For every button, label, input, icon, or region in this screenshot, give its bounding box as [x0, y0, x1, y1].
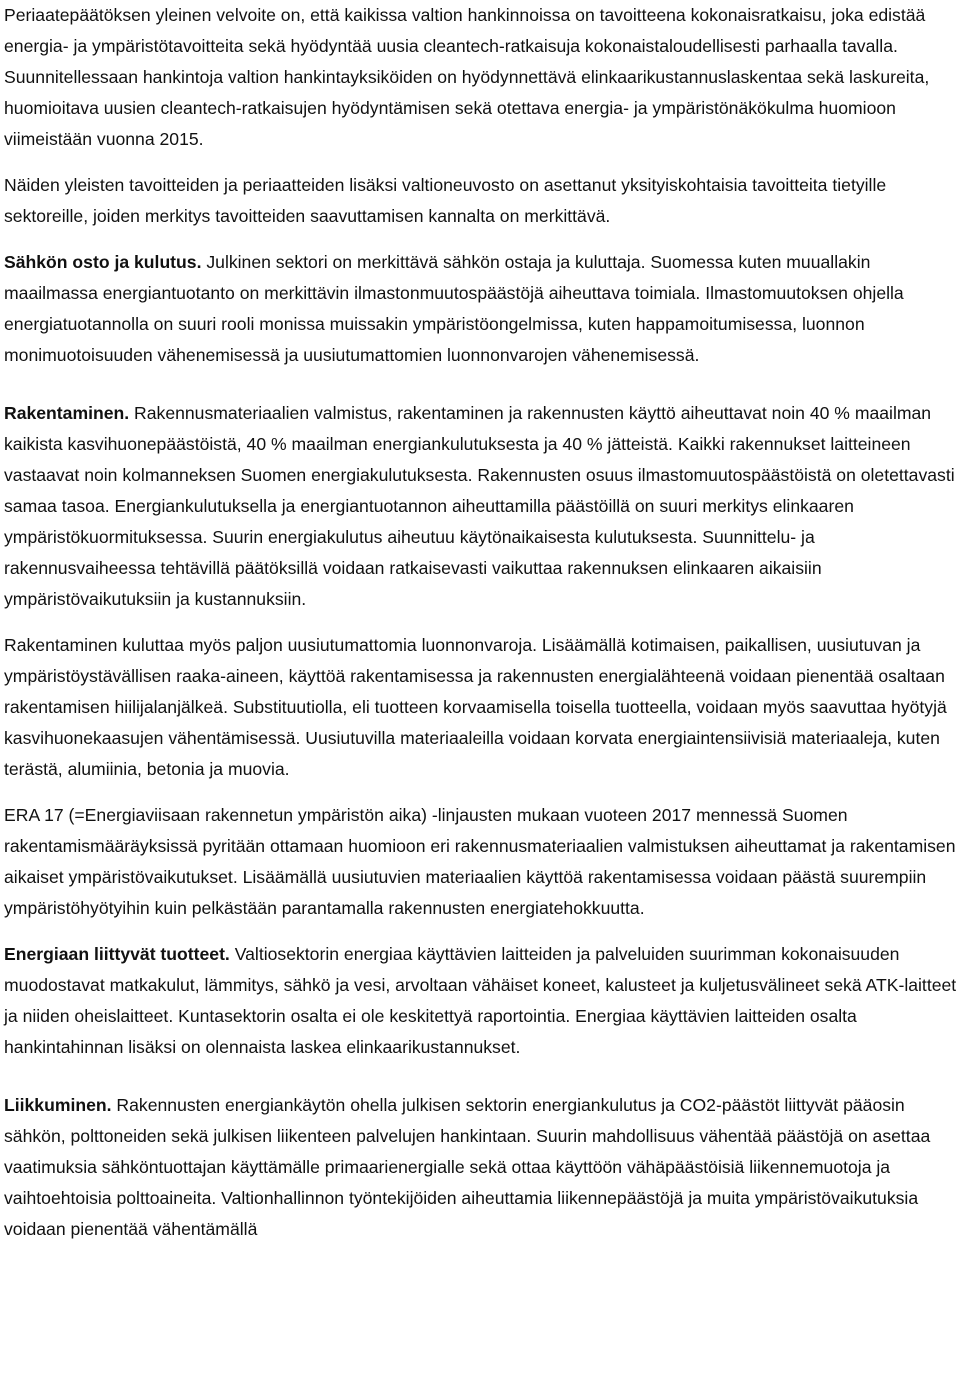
paragraph-lead: Rakentaminen. [4, 403, 130, 423]
paragraph-body: Rakennusten energiankäytön ohella julkisen sektorin energiankulutus ja CO2-päästöt liittyvät pääosin sähkön, polttoneiden sekä julkisen liikenteen palvelujen hankintaan. Suurin mahdollisuus vähentää päästöjä on asettaa vaatimuksia sähköntuottajan käyttämälle primaarienergialle sekä ottaa käyttöön vähäpäästöisiä liikennemuotoja ja vaihtoehtoisia polttoaineita. Valtionhallinnon työntekijöiden aiheuttamia liikennepäästöjä ja muita ympäristövaikutuksia voidaan pienentää vähentämällä [4, 1095, 931, 1239]
paragraph-body: Rakennusmateriaalien valmistus, rakentaminen ja rakennusten käyttö aiheuttavat noin 40 % maailman kaikista kasvihuonepäästöistä, 40 % maailman energiankulutuksesta ja 40 % jätteistä. Kaikki rakennukset laitteineen vastaavat noin kolmanneksen Suomen energiakulutuksesta. Rakennusten osuus ilmastomuutospäästöistä on oletettavasti samaa tasoa. Energiankulutuksella ja energiantuotannon aiheuttamilla päästöillä on suuri merkitys elinkaaren ympäristökuormituksessa. Suurin energiakulutus aiheutuu käytönaikaisesta kulutuksesta. Suunnittelu- ja rakennusvaiheessa tehtävillä päätöksillä voidaan ratkaisevasti vaikuttaa rakennuksen elinkaaren aikaisiin ympäristövaikutuksiin ja kustannuksiin. [4, 403, 955, 609]
paragraph-body: Periaatepäätöksen yleinen velvoite on, että kaikissa valtion hankinnoissa on tavoitteena kokonaisratkaisu, joka edistää energia- ja ympäristötavoitteita sekä hyödyntää uusia cleantech-ratkaisuja kokonaistaloudellisesti parhaalla tavalla. Suunnitellessaan hankintoja valtion hankintayksiköiden on hyödynnettävä elinkaarikustannuslaskentaa sekä laskureita, huomioitava uusien cleantech-ratkaisujen hyödyntämisen sekä otettava energia- ja ympäristönäkökulma huomioon viimeistään vuonna 2015. [4, 5, 930, 149]
paragraph-lead: Sähkön osto ja kulutus. [4, 252, 202, 272]
paragraph-lead: Energiaan liittyvät tuotteet. [4, 944, 230, 964]
paragraph-era17 [4, 800, 959, 924]
paragraph-sector-goals [4, 170, 959, 232]
paragraph-electricity [4, 247, 959, 371]
paragraph-mobility [4, 1090, 959, 1245]
paragraph-lead: Liikkuminen. [4, 1095, 112, 1115]
paragraph-body: Rakentaminen kuluttaa myös paljon uusiutumattomia luonnonvaroja. Lisäämällä kotimaisen, paikallisen, uusiutuvan ja ympäristöystävällisen raaka-aineen, käyttöä rakentamisessa ja rakennusten energialähteenä voidaan pienentää osaltaan rakentamisen hiilijalanjälkeä. Substituutiolla, eli tuotteen korvaamisella toisella tuotteella, voidaan myös saavuttaa hyötyjä kasvihuonekaasujen vähentämisessä. Uusiutuvilla materiaaleilla voidaan korvata energiaintensiivisiä materiaaleja, kuten terästä, alumiinia, betonia ja muovia. [4, 635, 947, 779]
paragraph-body: Näiden yleisten tavoitteiden ja periaatteiden lisäksi valtioneuvosto on asettanut yksityiskohtaisia tavoitteita tietyille sektoreille, joiden merkitys tavoitteiden saavuttamisen kannalta on merkittävä. [4, 175, 887, 226]
paragraph-body: Valtiosektorin energiaa käyttävien laitteiden ja palveluiden suurimman kokonaisuuden muodostavat matkakulut, lämmitys, sähkö ja vesi, arvoltaan vähäiset koneet, kalusteet ja kuljetusvälineet sekä ATK-laitteet ja niiden oheislaitteet. Kuntasektorin osalta ei ole keskitettyä raportointia. Energiaa käyttävien laitteiden osalta hankintahinnan lisäksi on olennaista laskea elinkaarikustannukset. [4, 944, 957, 1057]
paragraph-body: Julkinen sektori on merkittävä sähkön ostaja ja kuluttaja. Suomessa kuten muuallakin maailmassa energiantuotanto on merkittävin ilmastonmuutospäästöjä aiheuttava toimiala. Ilmastomuutoksen ohjella energiatuotannolla on suuri rooli monissa muissakin ympäristöongelmissa, kuten happamoitumisessa, luonnon monimuotoisuuden vähenemisessä ja uusiutumattomien luonnonvarojen vähenemisessä. [4, 252, 904, 365]
paragraph-construction [4, 398, 959, 615]
paragraph-energy-products [4, 939, 959, 1063]
paragraph-natural-resources [4, 630, 959, 785]
paragraph-body: ERA 17 (=Energiaviisaan rakennetun ympäristön aika) -linjausten mukaan vuoteen 2017 mennessä Suomen rakentamismääräyksissä pyritään ottamaan huomioon eri rakennusmateriaalien valmistuksen aiheuttamat ja rakentamisen aikaiset ympäristövaikutukset. Lisäämällä uusiutuvien materiaalien käyttöä rakentamisessa voidaan päästä suurempiin ympäristöhyötyihin kuin pelkästään parantamalla rakennusten energiatehokkuutta. [4, 805, 956, 918]
paragraph-intro [4, 0, 959, 155]
